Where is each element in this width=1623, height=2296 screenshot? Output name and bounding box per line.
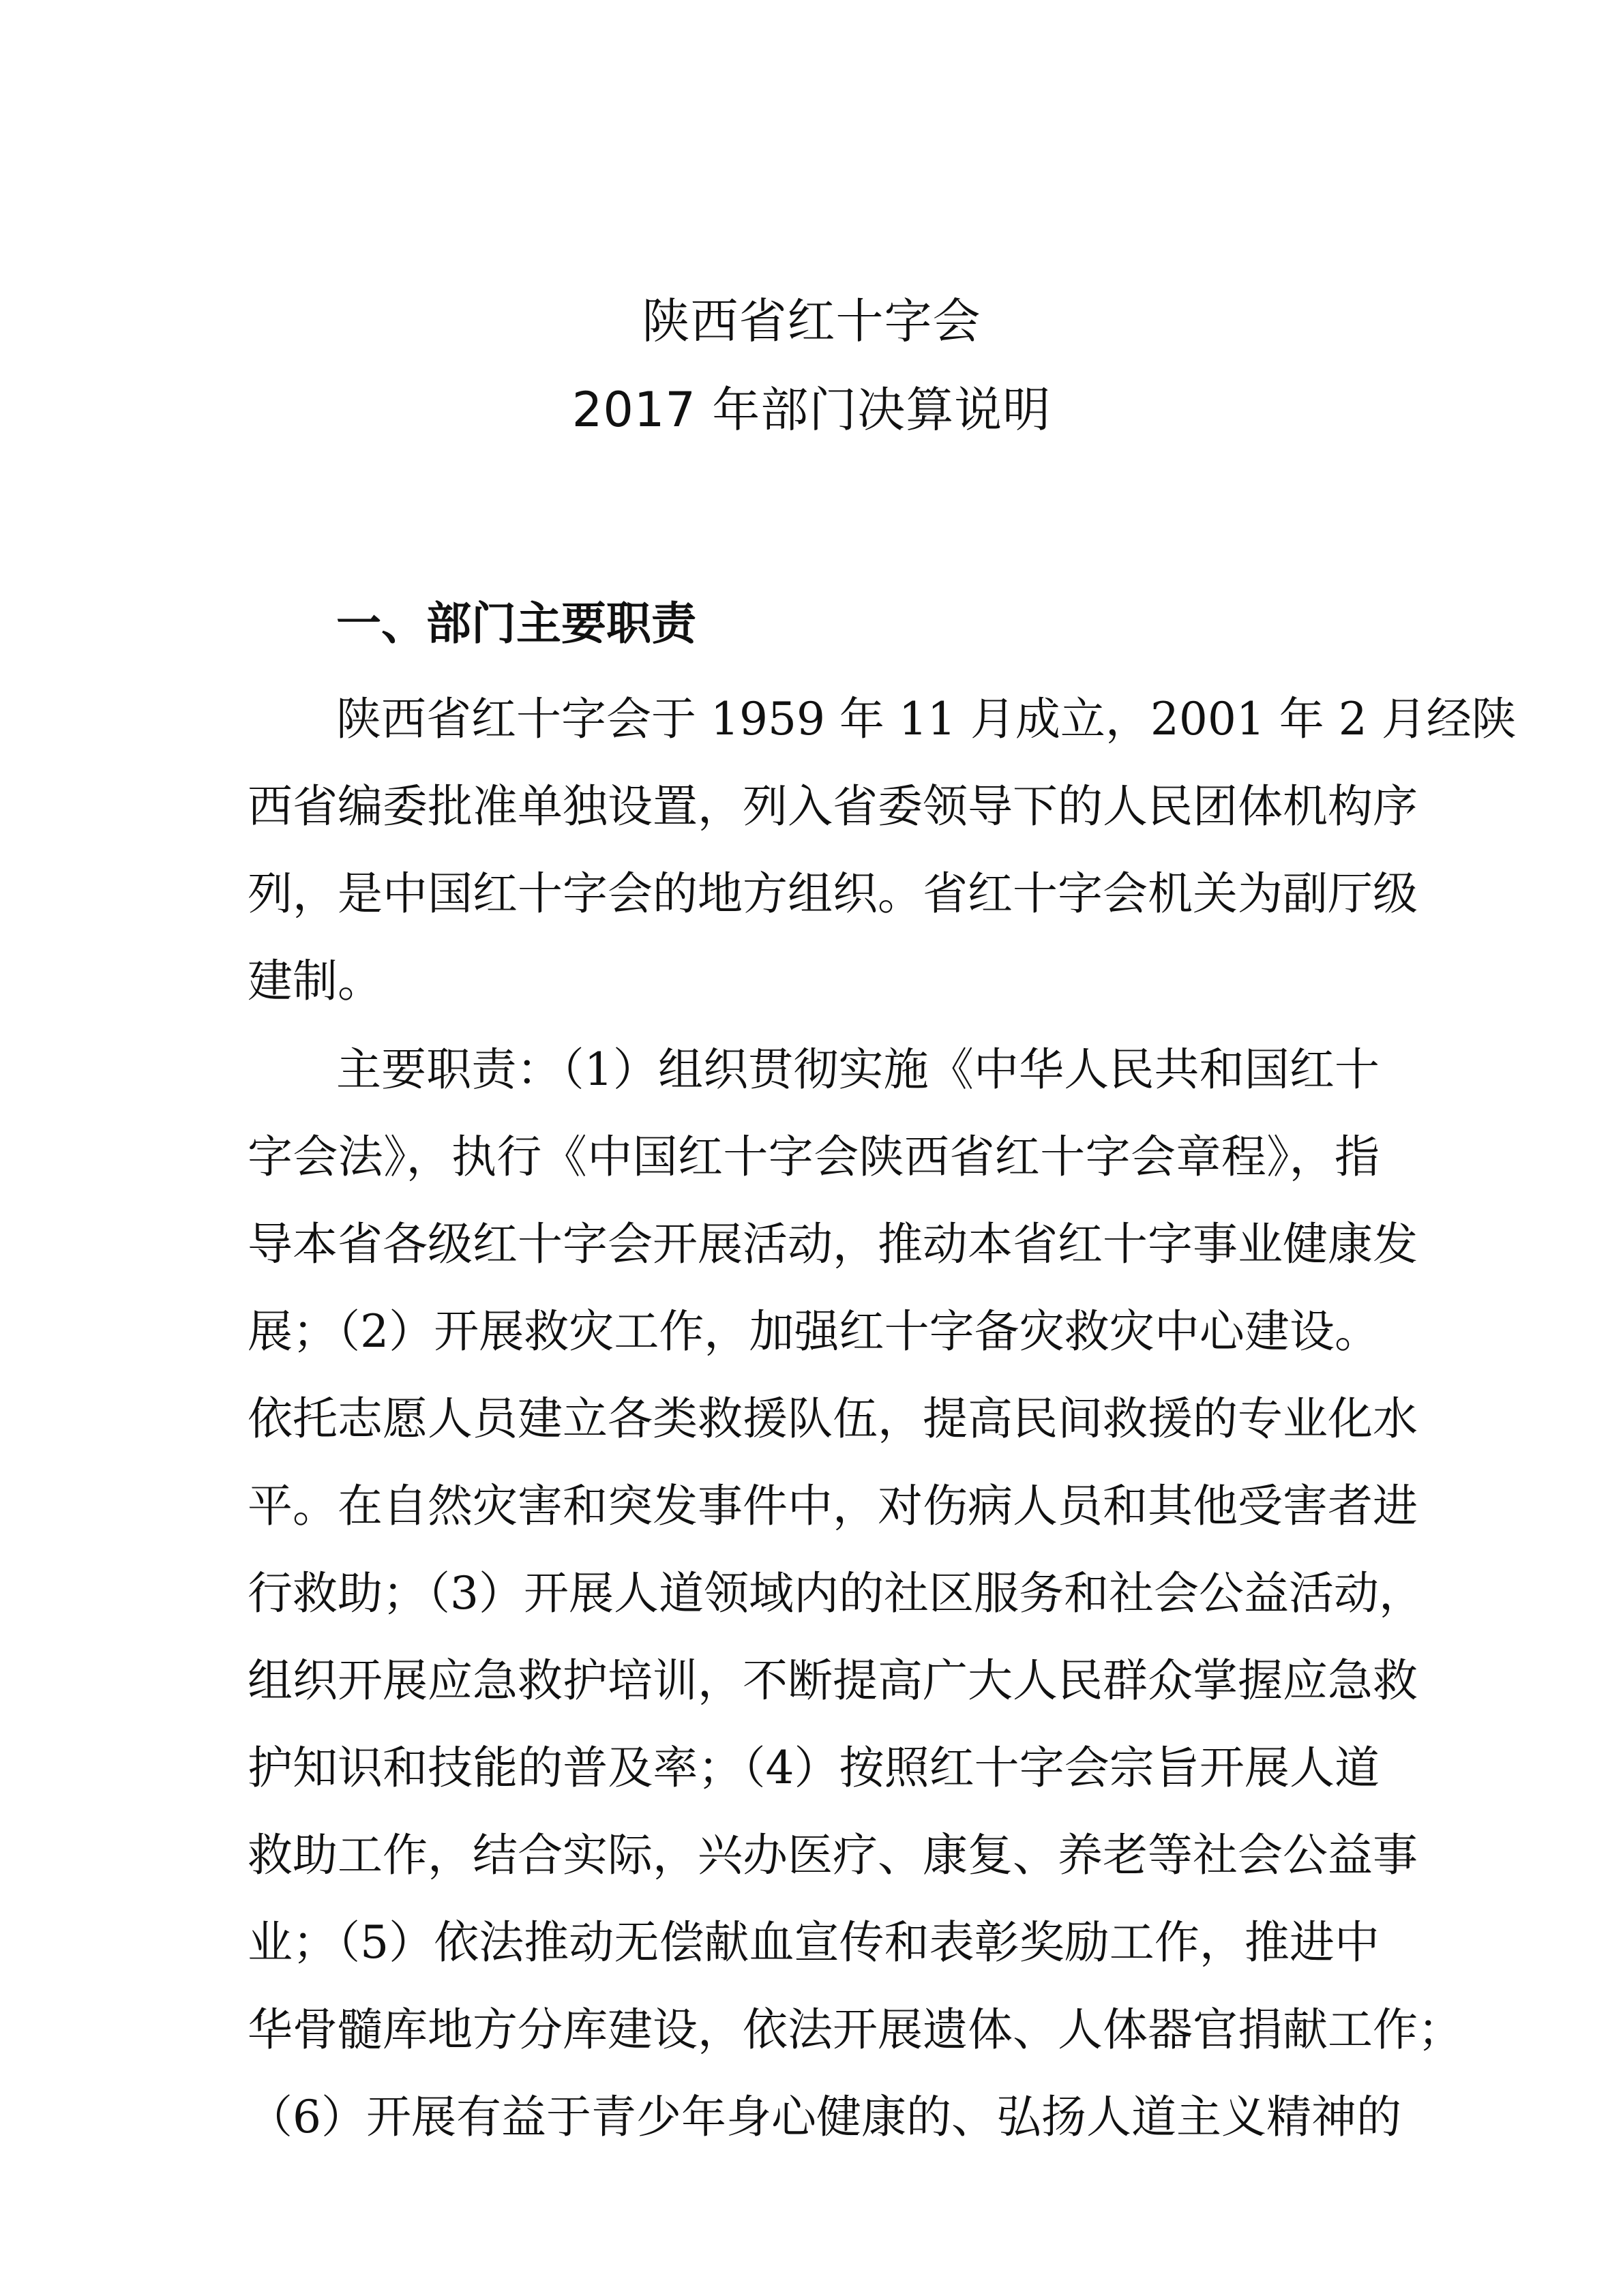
paragraph1-line: 列，是中国红十字会的地方组织。省红十字会机关为副厅级 [248, 867, 1418, 920]
paragraph2-line: 行救助；（3）开展人道领域内的社区服务和社会公益活动， [248, 1567, 1424, 1620]
paragraph2-line: 主要职责：（1）组织贯彻实施《中华人民共和国红十 [336, 1043, 1380, 1096]
paragraph2-line: 字会法》，执行《中国红十字会陕西省红十字会章程》，指 [248, 1131, 1380, 1183]
paragraph2-line: 组织开展应急救护培训，不断提高广大人民群众掌握应急救 [248, 1654, 1418, 1707]
paragraph2-line: 护知识和技能的普及率；（4）按照红十字会宗旨开展人道 [248, 1742, 1380, 1794]
document-title-organization: 陕西省红十字会 [642, 293, 981, 349]
document-title-report: 2017 年部门决算说明 [571, 382, 1052, 438]
paragraph2-line: 展；（2）开展救灾工作，加强红十字备灾救灾中心建设。 [248, 1305, 1380, 1358]
paragraph2-line: 导本省各级红十字会开展活动，推动本省红十字事业健康发 [248, 1218, 1418, 1270]
paragraph1-line: 建制。 [248, 955, 383, 1007]
paragraph1-line: 陕西省红十字会于 1959 年 11 月成立，2001 年 2 月经陕 [336, 693, 1517, 745]
paragraph2-line: 依托志愿人员建立各类救援队伍，提高民间救援的专业化水 [248, 1392, 1418, 1445]
paragraph2-line: （6）开展有益于青少年身心健康的、弘扬人道主义精神的 [248, 2091, 1401, 2143]
paragraph2-line: 平。在自然灾害和突发事件中，对伤病人员和其他受害者进 [248, 1480, 1418, 1532]
paragraph1-line: 西省编委批准单独设置，列入省委领导下的人民团体机构序 [248, 780, 1418, 833]
paragraph2-line: 业；（5）依法推动无偿献血宣传和表彰奖励工作，推进中 [248, 1916, 1380, 1969]
paragraph2-line: 救助工作，结合实际，兴办医疗、康复、养老等社会公益事 [248, 1829, 1418, 1881]
section-heading-main-duties: 一、部门主要职责 [336, 597, 696, 650]
paragraph2-line: 华骨髓库地方分库建设，依法开展遗体、人体器官捐献工作； [248, 2003, 1463, 2056]
